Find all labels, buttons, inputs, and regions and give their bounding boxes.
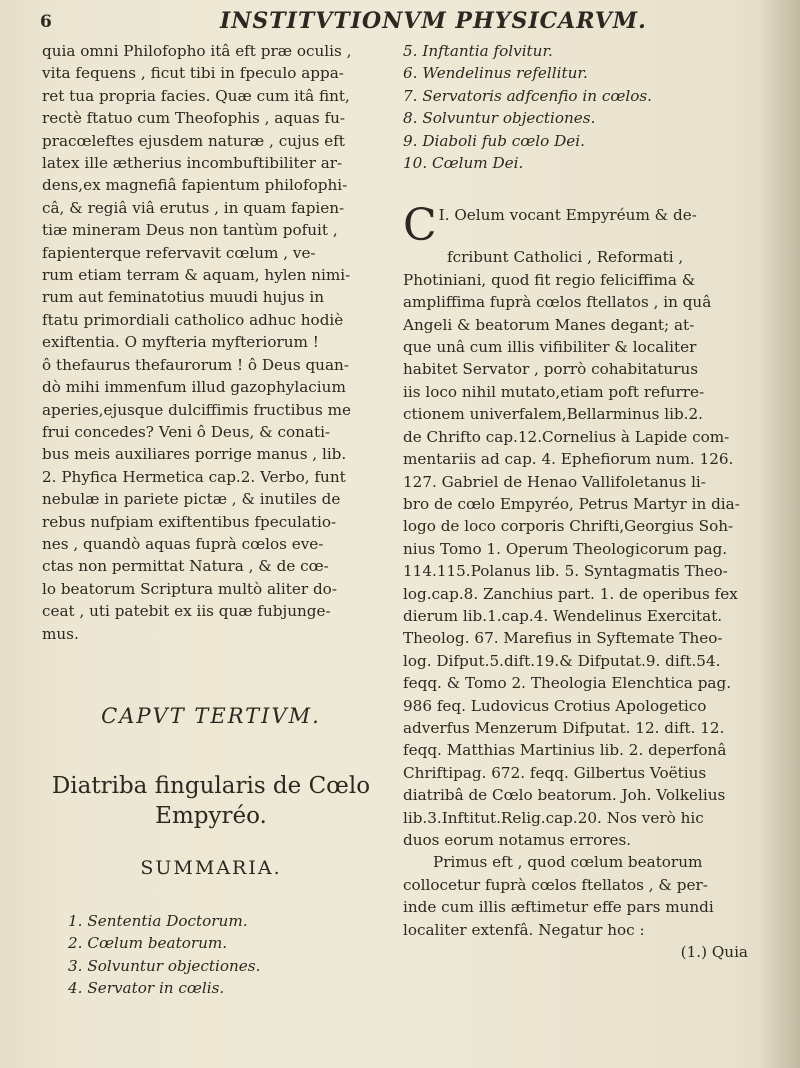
text-line: feqq. Matthias Martinius lib. 2. deperfonâ: [403, 741, 727, 760]
text-line: log. Difput.5.dift.19.& Difputat.9. dift.54.: [403, 651, 721, 670]
diatriba-subtitle: Empyréo.: [155, 803, 267, 830]
text-line: Primus eft , quod cœlum beatorum: [433, 853, 703, 872]
text-line: nes , quandò aquas fuprà cœlos eve-: [42, 534, 324, 553]
summary-item: 5. Inftantia folvitur.: [403, 42, 553, 60]
diatriba-title: Diatriba fingularis de Cœlo: [51, 773, 371, 800]
right-column: [403, 40, 758, 963]
text-line: vita fequens , ficut tibi in fpeculo appa-: [42, 64, 344, 83]
summary-item: 4. Servator in cœlis.: [68, 979, 225, 998]
text-line: mus.: [42, 624, 79, 643]
text-line: ctas non permittat Natura , & de cœ-: [42, 557, 329, 576]
text-line: ftatu primordiali catholico adhuc hodiè: [42, 310, 344, 329]
text-line: 986 feq. Ludovicus Crotius Apologetico: [403, 696, 707, 715]
section-one: [403, 204, 758, 963]
text-line: nius Tomo 1. Operum Theologicorum pag.: [403, 539, 728, 558]
text-line: latex ille ætherius incombuftibiliter ar-: [42, 154, 343, 173]
summary-item: 6. Wendelinus refellitur.: [403, 64, 588, 83]
summary-item: 8. Solvuntur objectiones.: [403, 109, 596, 128]
text-line: feqq. & Tomo 2. Theologia Elenchtica pag.: [403, 674, 732, 693]
text-line: lib.3.Inftitut.Relig.cap.20. Nos verò hic: [403, 808, 704, 827]
chapter-heading: CAPVT TERTIVM.: [101, 703, 321, 728]
text-line: Angeli & beatorum Manes degant; at-: [403, 315, 695, 334]
text-line: logo de loco corporis Chrifti,Georgius Soh-: [403, 517, 734, 536]
summaria-list-right: [403, 40, 758, 174]
text-line: Oelum vocant Empyréum & de-: [454, 206, 697, 225]
section-first-line: [403, 204, 758, 246]
text-line: tiæ mineram Deus non tantùm pofuit ,: [42, 221, 338, 240]
summary-item: 2. Cœlum beatorum.: [68, 934, 228, 953]
text-line: 2. Phyfica Hermetica cap.2. Verbo, funt: [42, 467, 346, 486]
text-line: Photiniani, quod fit regio feliciffima &: [403, 270, 696, 289]
text-line: aperies,ejusque dulciffimis fructibus me: [42, 400, 351, 419]
text-line: ampliffima fuprà cœlos ftellatos , in quâ: [403, 293, 712, 312]
text-line: ctionem univerfalem,Bellarminus lib.2.: [403, 405, 703, 424]
text-line: bus meis auxiliares porrige manus , lib.: [42, 445, 347, 464]
drop-capital: C: [403, 204, 437, 247]
text-line: adverfus Menzerum Difputat. 12. dift. 12.: [403, 718, 725, 737]
text-line: dò mihi immenfum illud gazophylacium: [42, 378, 346, 397]
text-line: 127. Gabriel de Henao Vallifoletanus li-: [403, 472, 706, 491]
running-head: INSTITVTIONVM PHYSICARVM.: [220, 8, 647, 34]
text-line: rum aut feminatotius muudi hujus in: [42, 288, 325, 307]
text-line: collocetur fuprà cœlos ftellatos , & per-: [403, 875, 708, 894]
text-line: dens,ex magnefiâ fapientum philofophi-: [42, 176, 348, 195]
text-line: Chriftipag. 672. feqq. Gilbertus Voëtius: [403, 763, 707, 782]
text-line: rebus nufpiam exiftentibus fpeculatio-: [42, 512, 337, 531]
text-line: Theolog. 67. Marefius in Syftemate Theo-: [403, 629, 723, 648]
summary-item: 9. Diaboli fub cœlo Dei.: [403, 131, 585, 150]
text-line: ô thefaurus thefaurorum ! ô Deus quan-: [42, 355, 349, 374]
text-line: inde cum illis æftimetur effe pars mundi: [403, 898, 714, 917]
text-line: fcribunt Catholici , Reformati ,: [447, 248, 684, 267]
text-line: exiftentia. O myfteria myfteriorum !: [42, 333, 319, 352]
text-line: 114.115.Polanus lib. 5. Syntagmatis Theo-: [403, 562, 728, 581]
summary-item: 3. Solvuntur objectiones.: [68, 956, 261, 975]
summaria-list-left: [42, 910, 380, 1000]
summary-item: 1. Sententia Doctorum.: [68, 911, 248, 930]
text-line: log.cap.8. Zanchius part. 1. de operibus fex: [403, 584, 738, 603]
text-line: habitet Servator , porrò cohabitaturus: [403, 360, 699, 379]
text-line: lo beatorum Scriptura multò aliter do-: [42, 579, 337, 598]
text-line: quia omni Philofopho itâ eft præ oculis ,: [42, 42, 352, 60]
text-line: localiter extenfâ. Negatur hoc :: [403, 920, 645, 939]
text-line: rectè ftatuo cum Theofophis , aquas fu-: [42, 109, 346, 128]
text-line: ceat , uti patebit ex iis quæ fubjunge-: [42, 602, 331, 621]
text-line: mentariis ad cap. 4. Ephefiorum num. 126.: [403, 450, 734, 469]
text-line: nebulæ in pariete pictæ , & inutiles de: [42, 490, 341, 509]
text-line: que unâ cum illis vifibiliter & localiter: [403, 338, 697, 357]
summary-item: 10. Cœlum Dei.: [403, 154, 524, 173]
text-line: ret tua propria facies. Quæ cum itâ fint,: [42, 86, 350, 105]
text-line: dierum lib.1.cap.4. Wendelinus Exercitat.: [403, 606, 723, 625]
section-gap: [403, 174, 758, 204]
text-line: de Chrifto cap.12.Cornelius à Lapide com-: [403, 427, 730, 446]
text-line: bro de cœlo Empyréo, Petrus Martyr in dia-: [403, 494, 740, 513]
page-number: 6: [40, 12, 52, 32]
text-line: fapienterque refervavit cœlum , ve-: [42, 243, 316, 262]
text-line: pracœleftes ejusdem naturæ , cujus eft: [42, 131, 345, 150]
text-line: iis loco nihil mutato,etiam poft refurre-: [403, 382, 705, 401]
text-line: duos eorum notamus errores.: [403, 831, 632, 849]
text-line: frui concedes? Veni ô Deus, & conati-: [42, 422, 331, 441]
page-edge-shadow: [760, 0, 800, 1068]
text-line: rum etiam terram & aquam, hylen nimi-: [42, 266, 351, 285]
text-line: diatribâ de Cœlo beatorum. Joh. Volkelius: [403, 786, 726, 805]
summaria-heading: SUMMARIA.: [140, 857, 282, 880]
left-column: [42, 40, 380, 1000]
summary-item: 7. Servatoris adfcenfio in cœlos.: [403, 86, 652, 105]
section-number: I.: [438, 206, 450, 225]
left-text-block: [42, 40, 380, 645]
catchword: (1.) Quia: [680, 943, 748, 962]
text-line: câ, & regiâ viâ erutus , in quam fapien-: [42, 198, 345, 217]
